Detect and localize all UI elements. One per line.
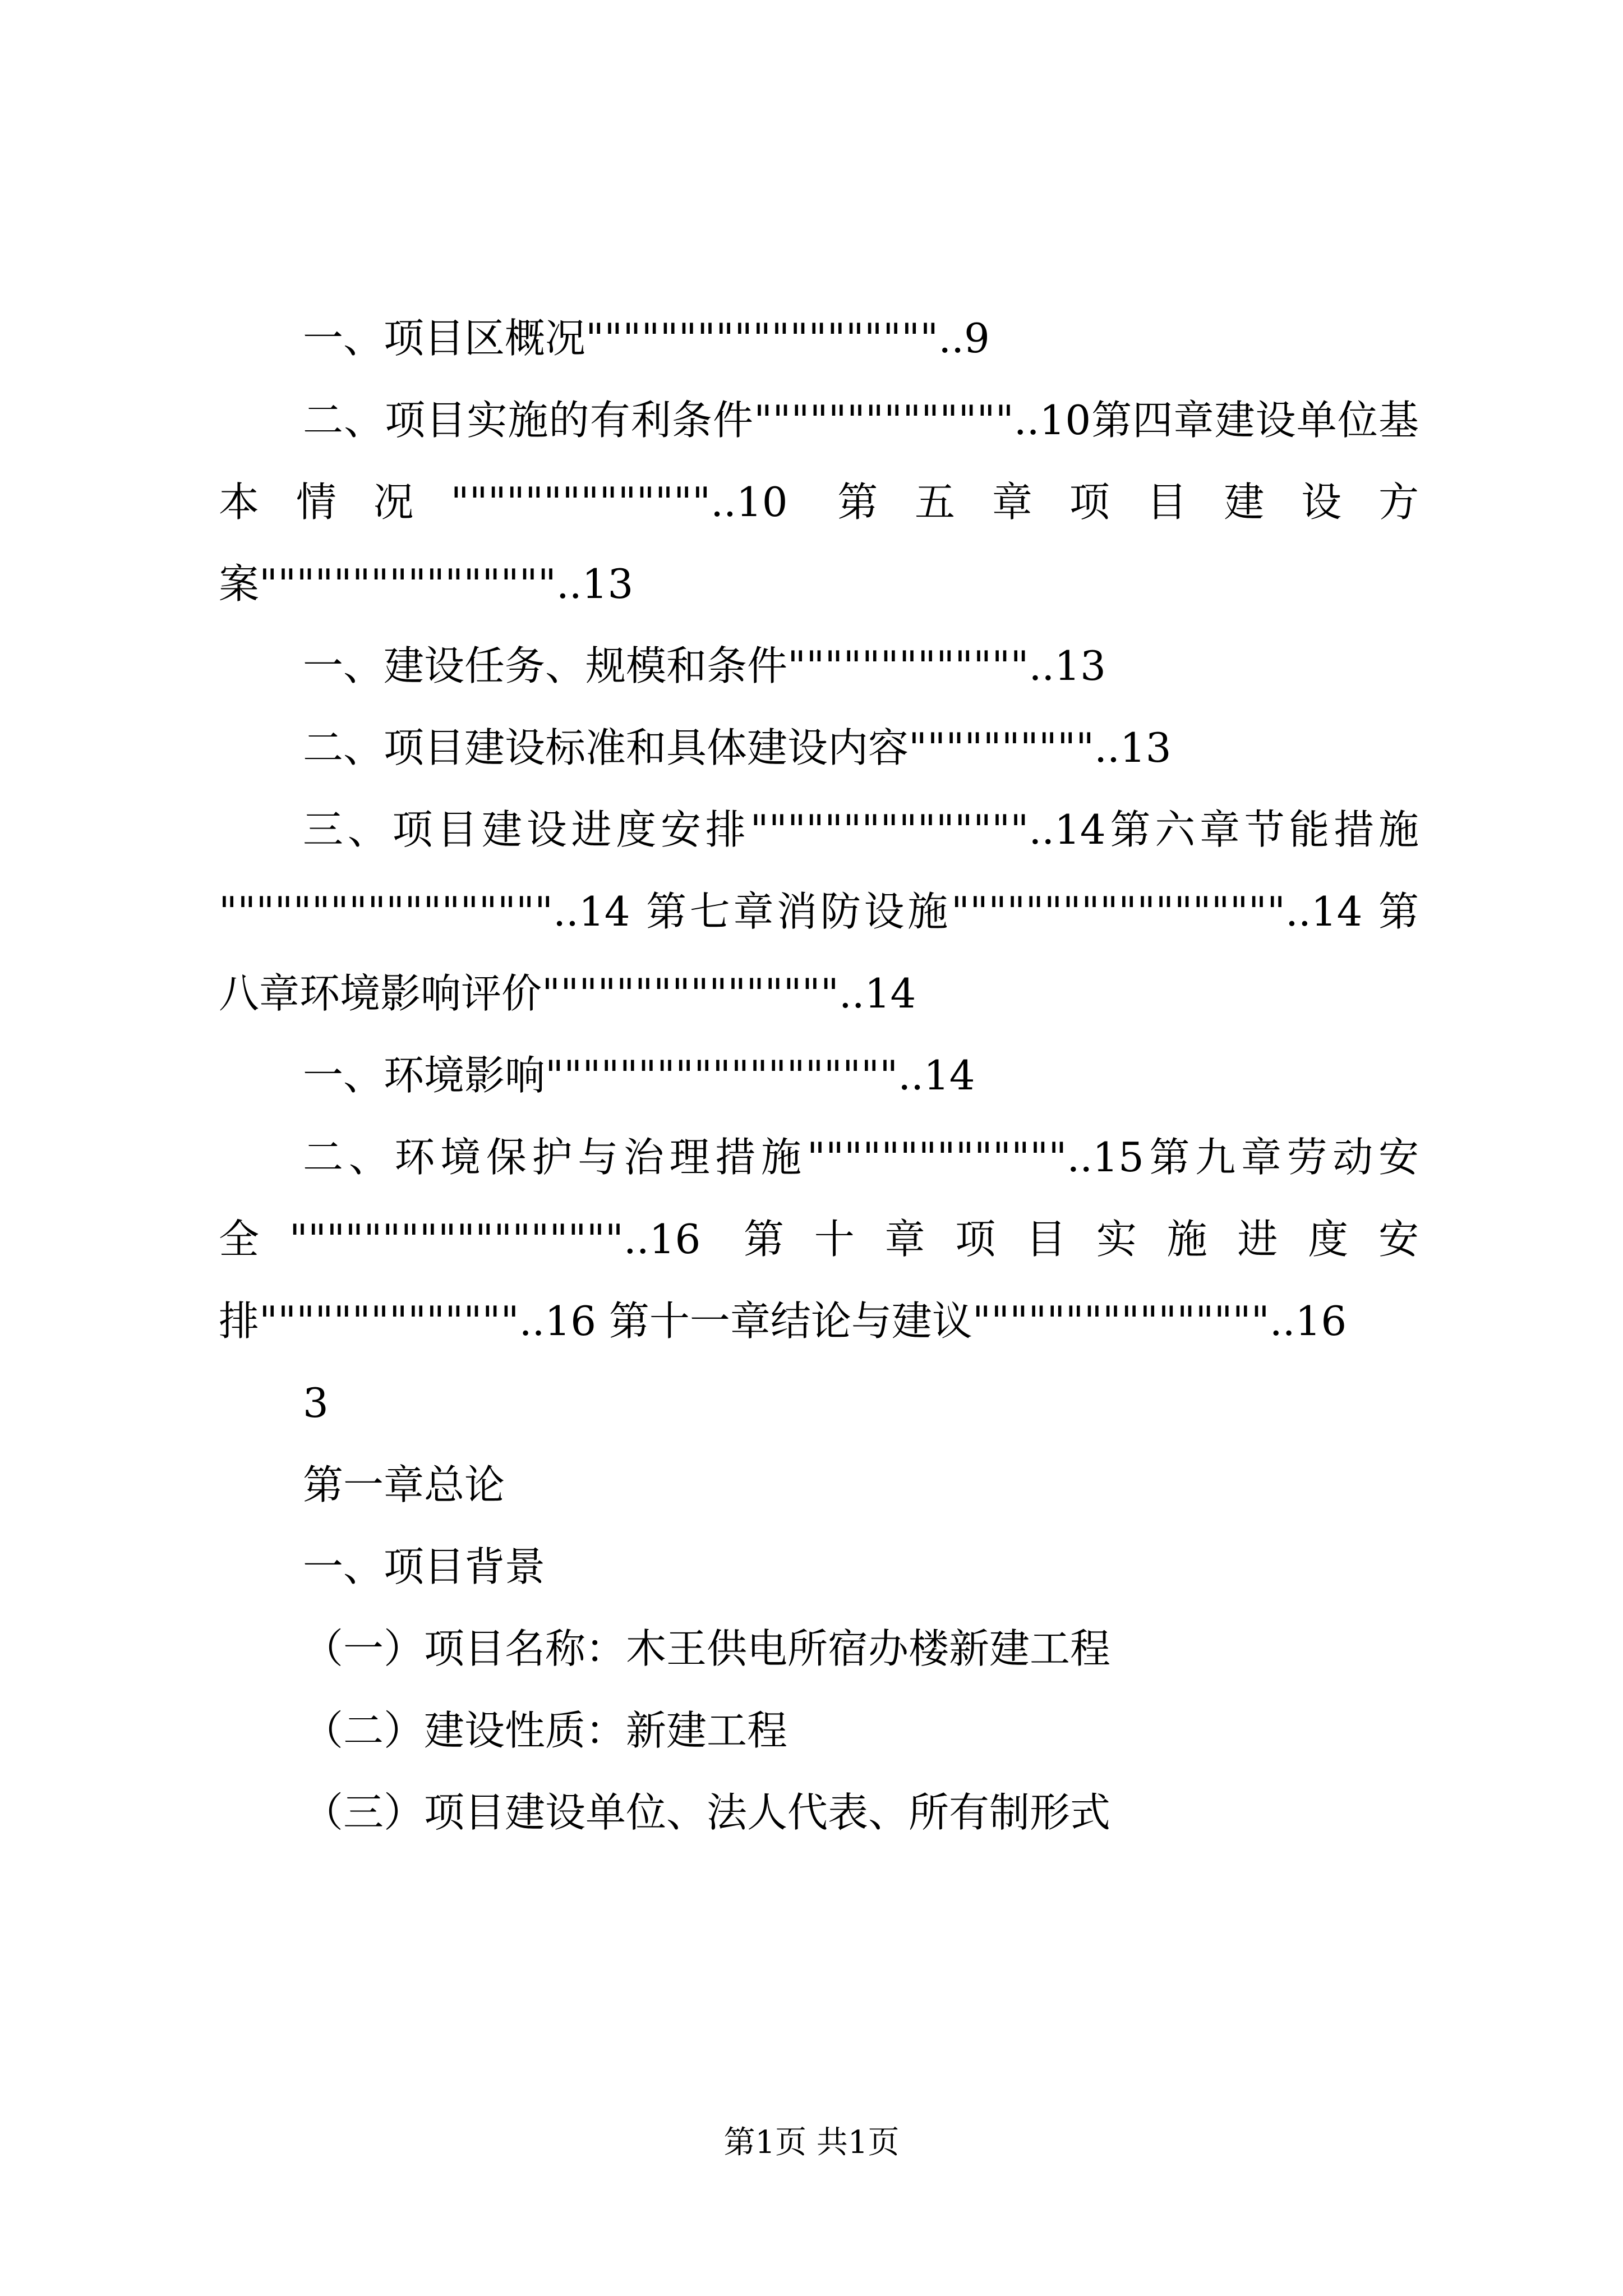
toc-line: 二、项目建设标准和具体建设内容""""""""""..13: [303, 724, 1172, 771]
toc-line: 二、环境保护与治理措施""""""""""""""..15第九章劳动安全""""""""""""""""""..16 第十章项目实施进度安排""""""""""""""..16 第十一章结论与建议""""""""""""""""..16: [219, 1134, 1419, 1345]
toc-line: 二、项目实施的有利条件""""""""""""""..10第四章建设单位基本情况""""""""""""""..10 第五章项目建设方案""""""""""""""""..13: [219, 397, 1419, 608]
list-item: （三）项目建设单位、法人代表、所有制形式: [303, 1789, 1111, 1836]
page-footer: 第1页 共1页: [723, 2124, 900, 2161]
section-title: 一、项目背景: [303, 1543, 546, 1590]
document-body: [219, 297, 1419, 1853]
toc-line: 三、项目建设进度安排"""""""""""""""..14第六章节能措施 """"""""""""""""""..14 第七章消防设施""""""""""""""""""..14 第八章环境影响评价""""""""""""""""..14: [219, 806, 1419, 1017]
list-item: （二）建设性质：新建工程: [303, 1707, 788, 1754]
page-marker: 3: [303, 1379, 329, 1427]
chapter-title: 第一章总论: [303, 1461, 505, 1508]
toc-line: 一、建设任务、规模和条件"""""""""""""..13: [303, 642, 1106, 689]
list-item: （一）项目名称：木王供电所宿办楼新建工程: [303, 1625, 1111, 1672]
toc-line: 一、项目区概况"""""""""""""""""""..9: [303, 315, 990, 362]
toc-line: 一、环境影响"""""""""""""""""""..14: [303, 1052, 975, 1099]
